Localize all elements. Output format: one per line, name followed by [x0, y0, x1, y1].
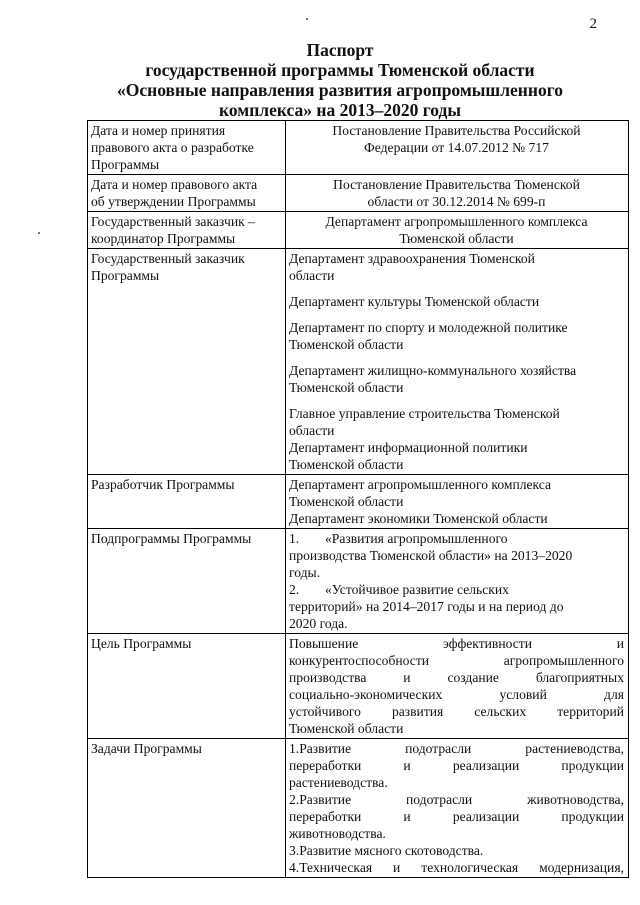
- table-row: [88, 249, 629, 475]
- table-row: [88, 634, 629, 739]
- subprogram-item: 1. «Развития агропромышленного: [289, 531, 508, 546]
- customer-entry: Главное управление строительства Тюменской области: [289, 406, 560, 438]
- program-passport-table: [87, 120, 629, 878]
- page-number: 2: [589, 16, 597, 32]
- row-label-cell: Цель Программы: [88, 634, 286, 739]
- customer-entry: Департамент жилищно-коммунального хозяйства Тюменской области: [289, 363, 577, 395]
- row-label-cell: Подпрограммы Программы: [88, 529, 286, 634]
- row-label-cell: Разработчик Программы: [88, 475, 286, 529]
- table-row: [88, 212, 629, 249]
- scan-speck: [38, 232, 40, 234]
- row-label-cell: Государственный заказчик Программы: [88, 249, 286, 475]
- table-row: [88, 475, 629, 529]
- row-value-cell: Постановление Правительства Тюменской области от 30.12.2014 № 699-п: [286, 175, 629, 212]
- row-value-cell: Департамент агропромышленного комплекса Тюменской области: [286, 212, 629, 249]
- title-line: государственной программы Тюменской области: [145, 60, 535, 80]
- table-row: [88, 175, 629, 212]
- row-value-cell: Департамент агропромышленного комплекса Тюменской области Департамент экономики Тюменской области: [286, 475, 629, 529]
- row-value-cell: 1. «Развития агропромышленного производства Тюменской области» на 2013–2020 годы. 2. «Устойчивое развитие сельских территорий» на 2014–2017 годы и на период до 2020 года.: [286, 529, 629, 634]
- customer-entry: Департамент информационной политики Тюменской области: [289, 440, 528, 472]
- title-line: «Основные направления развития агропромышленного: [117, 80, 563, 100]
- row-value-cell: Постановление Правительства Российской Федерации от 14.07.2012 № 717: [286, 121, 629, 175]
- customer-entry: Департамент здравоохранения Тюменской области: [289, 251, 535, 283]
- table-row: [88, 121, 629, 175]
- row-value-cell: [286, 249, 629, 475]
- customer-entry: Департамент культуры Тюменской области: [289, 294, 540, 309]
- customer-entry: Департамент по спорту и молодежной политике Тюменской области: [289, 320, 568, 352]
- scan-speck: [306, 18, 308, 20]
- row-value-cell: Повышение эффективности и конкурентоспособности агропромышленного производства и создание благоприятных социально-экономических условий для устойчивого развития сельских территорий Тюменской области: [286, 634, 629, 739]
- row-label-cell: Государственный заказчик – координатор Программы: [88, 212, 286, 249]
- row-label-cell: Дата и номер принятия правового акта о разработке Программы: [88, 121, 286, 175]
- table-row: [88, 739, 629, 878]
- row-label-cell: Дата и номер правового акта об утверждении Программы: [88, 175, 286, 212]
- title-line: Паспорт: [306, 40, 374, 60]
- row-label-cell: Задачи Программы: [88, 739, 286, 878]
- subprogram-item: 2. «Устойчивое развитие сельских: [289, 582, 509, 597]
- title-line: комплекса» на 2013–2020 годы: [219, 100, 461, 120]
- row-value-cell: 1.Развитие подотрасли растениеводства, переработки и реализации продукции растениеводства. 2.Развитие подотрасли животноводства, переработки и реализации продукции животноводства. 3.Развитие мясного скотоводства. 4.Техническая и технологическая модернизация,: [286, 739, 629, 878]
- document-title: [70, 40, 610, 120]
- table-row: [88, 529, 629, 634]
